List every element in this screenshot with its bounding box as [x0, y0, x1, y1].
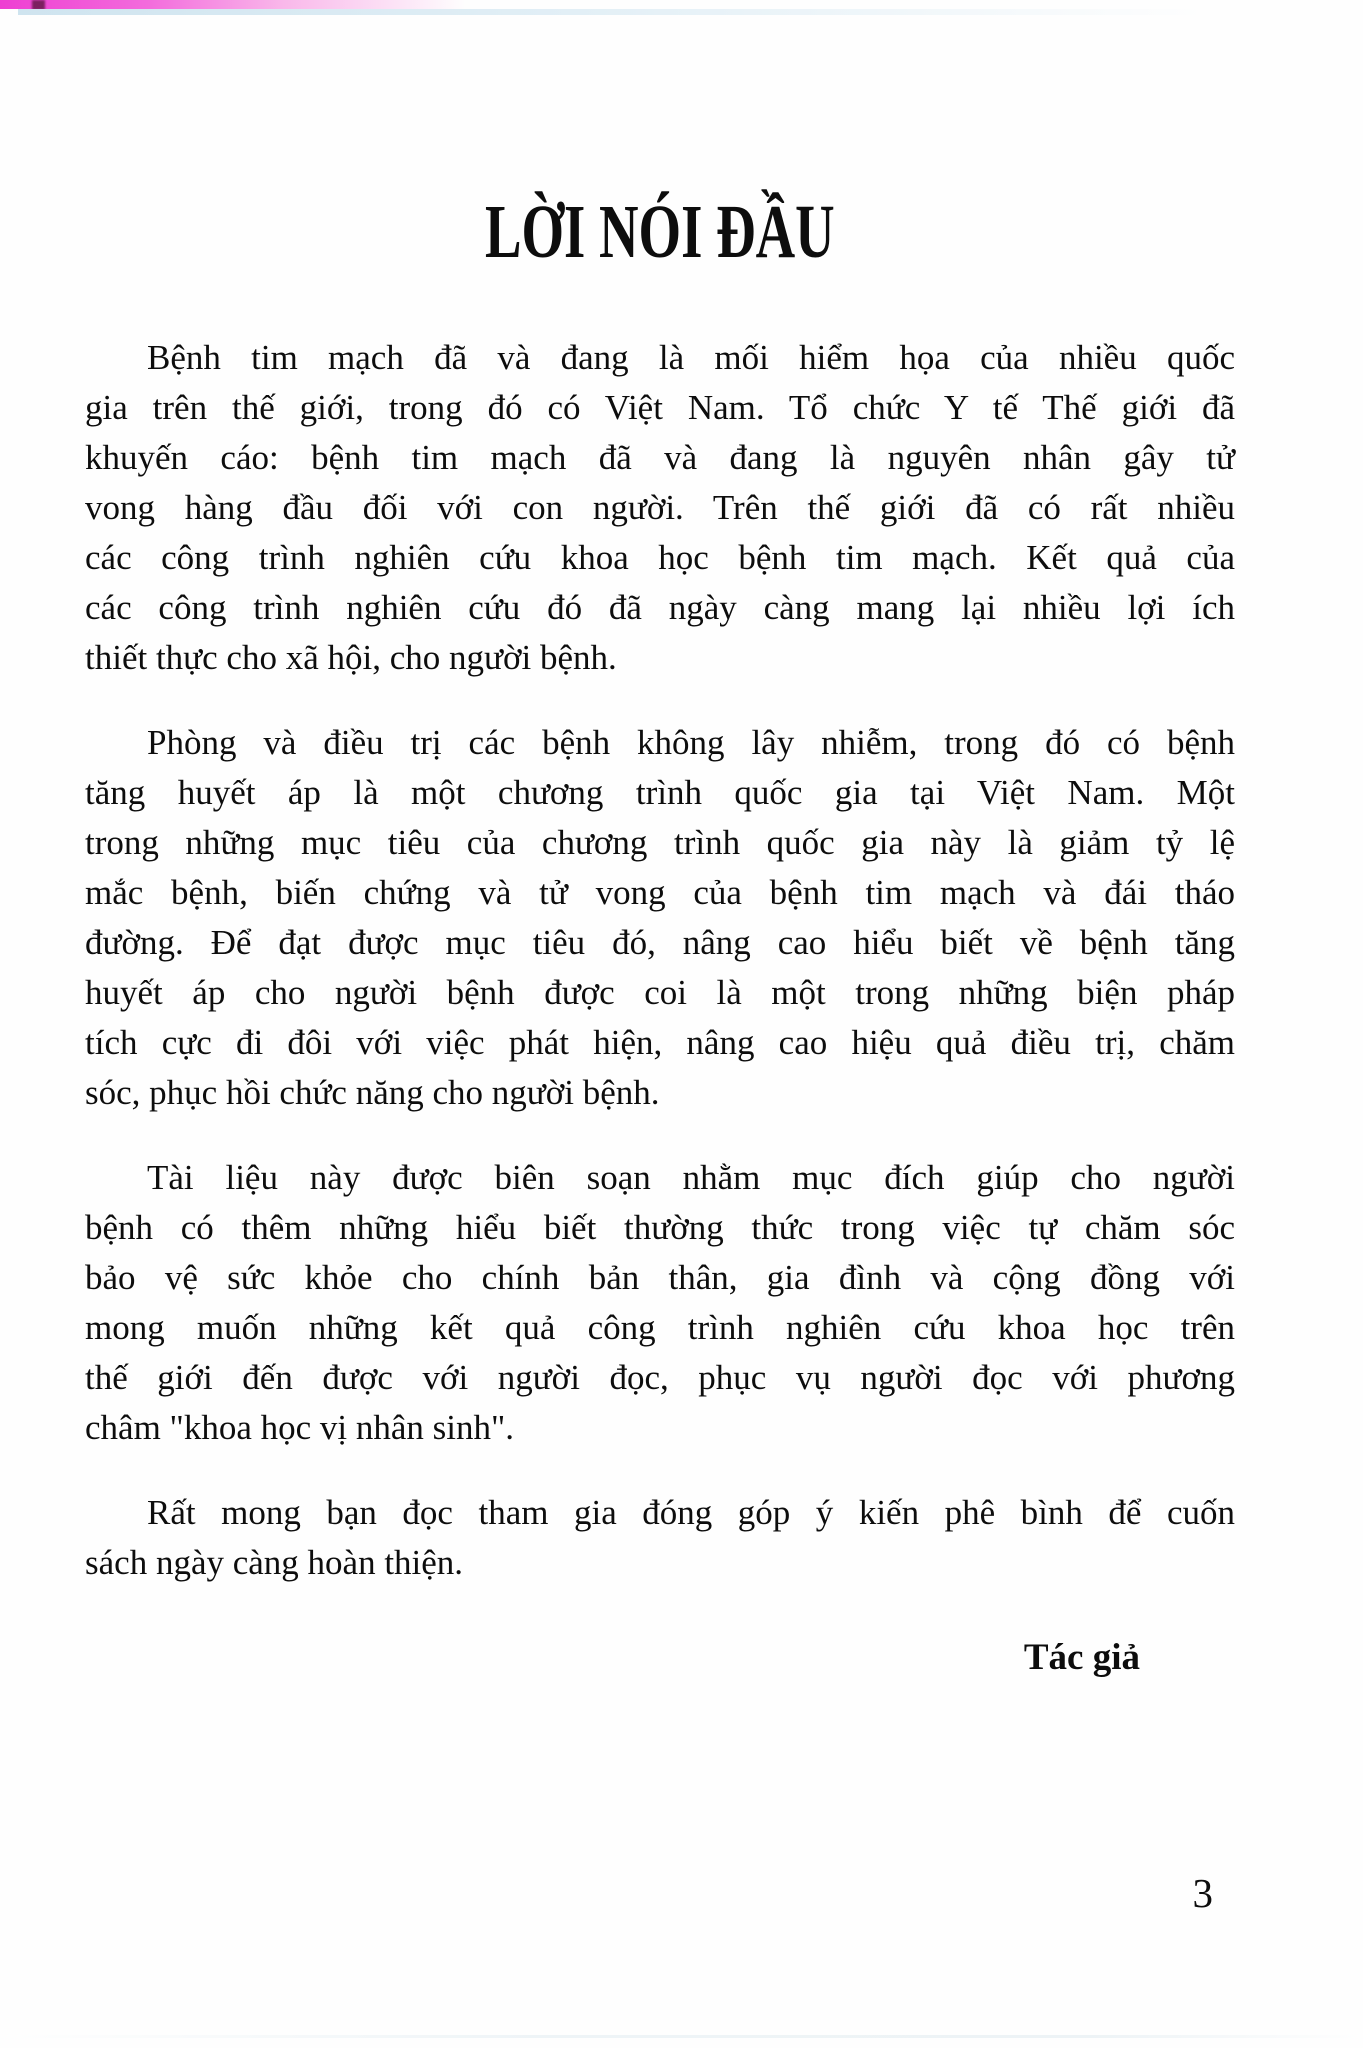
text-line: Phòng và điều trị các bệnh không lây nhiễm, trong đó có bệnh	[147, 723, 1235, 762]
text-line: bảo vệ sức khỏe cho chính bản thân, gia đình và cộng đồng với	[85, 1258, 1235, 1297]
text-line: Bệnh tim mạch đã và đang là mối hiểm họa của nhiều quốc	[147, 338, 1235, 377]
text-line: sách ngày càng hoàn thiện.	[85, 1543, 464, 1582]
text-line: huyết áp cho người bệnh được coi là một trong những biện pháp	[85, 973, 1235, 1012]
text-line: tăng huyết áp là một chương trình quốc gia tại Việt Nam. Một	[85, 773, 1235, 812]
text-line: đường. Để đạt được mục tiêu đó, nâng cao hiểu biết về bệnh tăng	[85, 923, 1235, 962]
paragraph	[85, 333, 1235, 683]
text-line: thiết thực cho xã hội, cho người bệnh.	[85, 638, 617, 677]
text-line: các công trình nghiên cứu đó đã ngày càng mang lại nhiều lợi ích	[85, 588, 1235, 627]
text-line: Rất mong bạn đọc tham gia đóng góp ý kiến phê bình để cuốn	[147, 1493, 1235, 1532]
page-title	[85, 192, 1235, 272]
text-line: mong muốn những kết quả công trình nghiên cứu khoa học trên	[85, 1308, 1235, 1347]
text-line: vong hàng đầu đối với con người. Trên thế giới đã có rất nhiều	[85, 488, 1235, 527]
page-title-text: LỜI NÓI ĐẦU	[485, 190, 835, 274]
text-line: châm "khoa học vị nhân sinh".	[85, 1408, 515, 1447]
author-signature: Tác giả	[1023, 1637, 1140, 1678]
paragraphs-container	[85, 333, 1235, 1588]
paragraph	[85, 1488, 1235, 1588]
text-line: các công trình nghiên cứu khoa học bệnh tim mạch. Kết quả của	[85, 538, 1235, 577]
scan-artifact-blue-line	[18, 9, 1258, 15]
paragraph	[85, 718, 1235, 1118]
text-line: bệnh có thêm những hiểu biết thường thức trong việc tự chăm sóc	[85, 1208, 1235, 1247]
text-line: gia trên thế giới, trong đó có Việt Nam. Tổ chức Y tế Thế giới đã	[85, 388, 1235, 427]
scan-artifact-bottom-line	[0, 2035, 1363, 2038]
paragraph	[85, 1153, 1235, 1453]
text-line: mắc bệnh, biến chứng và tử vong của bệnh tim mạch và đái tháo	[85, 873, 1235, 912]
text-line: Tài liệu này được biên soạn nhằm mục đích giúp cho người	[147, 1158, 1235, 1197]
page-number: 3	[1192, 1870, 1213, 1916]
text-line: thế giới đến được với người đọc, phục vụ người đọc với phương	[85, 1358, 1235, 1397]
preface-body	[85, 333, 1235, 1683]
scan-artifact-magenta-stripe	[0, 0, 490, 9]
text-line: khuyến cáo: bệnh tim mạch đã và đang là nguyên nhân gây tử	[85, 438, 1235, 477]
text-line: sóc, phục hồi chức năng cho người bệnh.	[85, 1073, 660, 1112]
text-line: tích cực đi đôi với việc phát hiện, nâng cao hiệu quả điều trị, chăm	[85, 1023, 1235, 1062]
text-line: trong những mục tiêu của chương trình quốc gia này là giảm tỷ lệ	[85, 823, 1235, 862]
